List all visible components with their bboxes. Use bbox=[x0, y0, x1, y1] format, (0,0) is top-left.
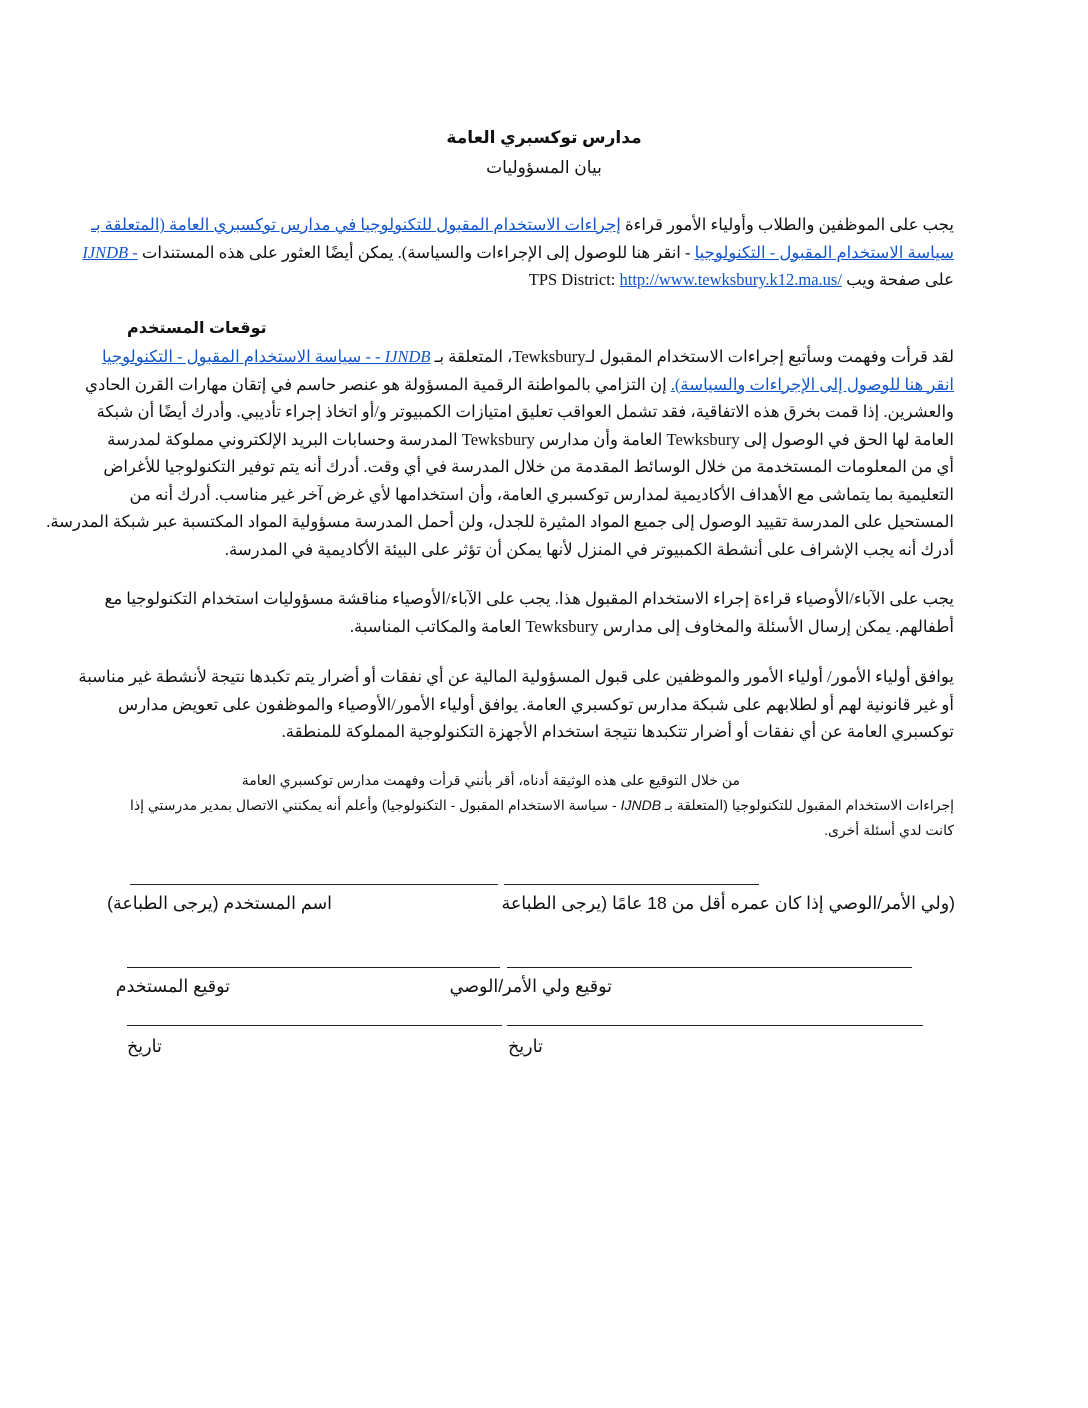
guardian-name-line[interactable] bbox=[504, 884, 759, 885]
user-date-label: تاريخ bbox=[127, 1036, 162, 1056]
acknowledgment-paragraph bbox=[127, 768, 954, 843]
expectations-line: التعليمية بما يتماشى مع الأهداف الأكاديمية لمدارس توكسبري العامة، وأن استخدامها لأي غرض آخر غير مناسب. أدرك أنه من bbox=[129, 484, 954, 504]
expectations-line: انقر هنا للوصول إلى الإجراءات والسياسة). إن التزامي بالمواطنة الرقمية المسؤولة هو عنصر حاسم في إتقان مهارات القرن الحادي bbox=[85, 374, 954, 394]
user-signature-line[interactable] bbox=[127, 967, 500, 968]
expectations-line: المستحيل على المدرسة تقييد الوصول إلى جميع المواد المثيرة للجدل، ولن أحمل المدرسة مسؤولية المواد المكتسبة عبر شبكة المدرسة. bbox=[46, 512, 954, 531]
user-expectations-paragraph bbox=[46, 343, 954, 563]
liability-paragraph bbox=[78, 663, 954, 746]
ijndb-code-link[interactable]: IJNDB bbox=[384, 347, 431, 366]
liability-line: أو غير قانونية لهم أو لطلابهم على شبكة مدارس توكسبري العامة. يوافق أولياء الأمور/الأوصياء والموظفون على تعويض مدارس bbox=[118, 694, 954, 714]
intro-paragraph bbox=[82, 211, 954, 294]
liability-line: يوافق أولياء الأمور/ أولياء الأمور والموظفين على قبول المسؤولية المالية عن أي نفقات أو أضرار يتم تكبدها نتيجة لأنشطة غير مناسبة bbox=[78, 667, 954, 686]
guardian-name-label: (ولي الأمر/الوصي إذا كان عمره أقل من 18 عامًا (يرجى الطباعة bbox=[501, 893, 955, 913]
expectations-line: لقد قرأت وفهمت وسأتبع إجراءات الاستخدام المقبول لـTewksbury، المتعلقة بـ IJNDB - - سياسة الاستخدام المقبول - التكنولوجيا bbox=[101, 347, 954, 366]
user-date-line[interactable] bbox=[127, 1025, 502, 1026]
user-expectations-heading: توقعات المستخدم bbox=[127, 320, 267, 337]
acknowledgment-line: إجراءات الاستخدام المقبول للتكنولوجيا (المتعلقة بـ IJNDB - سياسة الاستخدام المقبول - التكنولوجيا) وأعلم أنه يمكنني الاتصال بمدير مدرستي إذا bbox=[129, 797, 954, 813]
aup-policy-link-2[interactable]: - - سياسة الاستخدام المقبول - التكنولوجيا bbox=[101, 347, 385, 366]
intro-line-3: على صفحة ويب TPS District: http://www.tewksbury.k12.ma.us/ bbox=[528, 270, 954, 289]
parents-line: أطفالهم. يمكن إرسال الأسئلة والمخاوف إلى مدارس Tewksbury العامة والمكاتب المناسبة. bbox=[349, 616, 954, 636]
district-website-link[interactable]: http://www.tewksbury.k12.ma.us/ bbox=[619, 270, 842, 289]
aup-policy-link[interactable]: سياسة الاستخدام المقبول - التكنولوجيا bbox=[694, 242, 954, 262]
document-subtitle: بيان المسؤوليات bbox=[486, 158, 602, 177]
expectations-line: العامة لها الحق في الوصول إلى Tewksbury العامة وأن مدارس Tewksbury المدرسة وحسابات البريد الإلكتروني مملوكة لمدرسة bbox=[107, 429, 954, 449]
guardian-signature-label: توقيع ولي الأمر/الوصي bbox=[449, 976, 612, 996]
aup-procedures-link[interactable]: إجراءات الاستخدام المقبول للتكنولوجيا في مدارس توكسبري العامة (المتعلقة بـ bbox=[91, 215, 621, 234]
intro-line-1: يجب على الموظفين والطلاب وأولياء الأمور قراءة إجراءات الاستخدام المقبول للتكنولوجيا في مدارس توكسبري العامة (المتعلقة بـ bbox=[91, 215, 954, 234]
liability-line: توكسبري العامة عن أي نفقات أو أضرار تتكبدها نتيجة استخدام الأجهزة التكنولوجية المملوكة للمنطقة. bbox=[281, 722, 954, 741]
guardian-date-label: تاريخ bbox=[508, 1036, 543, 1056]
click-here-link[interactable]: انقر هنا للوصول إلى الإجراءات والسياسة). bbox=[670, 374, 954, 394]
user-name-line[interactable] bbox=[130, 884, 498, 885]
guardian-signature-line[interactable] bbox=[507, 967, 912, 968]
document-title: مدارس توكسبري العامة bbox=[446, 128, 642, 147]
guardian-date-line[interactable] bbox=[507, 1025, 923, 1026]
acknowledgment-line: من خلال التوقيع على هذه الوثيقة أدناه، أقر بأنني قرأت وفهمت مدارس توكسبري العامة bbox=[241, 772, 740, 788]
intro-line-2: سياسة الاستخدام المقبول - التكنولوجيا - انقر هنا للوصول إلى الإجراءات والسياسة). يمكن أيضًا العثور على هذه المستندات IJNDB - bbox=[82, 242, 954, 262]
ijndb-link[interactable]: IJNDB - bbox=[82, 242, 138, 262]
user-name-label: اسم المستخدم (يرجى الطباعة) bbox=[107, 893, 332, 913]
expectations-line: أي من المعلومات المستخدمة من خلال الوسائط المقدمة من خلال المدرسة في أي وقت. أدرك أنه يتم توفير التكنولوجيا للأغراض bbox=[103, 457, 954, 476]
user-signature-label: توقيع المستخدم bbox=[115, 976, 230, 996]
expectations-line: والعشرين. إذا قمت بخرق هذه الاتفاقية، فقد تشمل العواقب تعليق امتيازات الكمبيوتر و/أو اتخاذ إجراء تأديبي. وأدرك أيضًا أن شبكة bbox=[96, 402, 954, 421]
expectations-line: أدرك أنه يجب الإشراف على أنشطة الكمبيوتر في المنزل لأنها يمكن أن تؤثر على البيئة الأكاديمية في المدرسة. bbox=[224, 539, 954, 559]
parents-paragraph bbox=[104, 585, 954, 640]
parents-line: يجب على الآباء/الأوصياء قراءة إجراء الاستخدام المقبول هذا. يجب على الآباء/الأوصياء مناقشة مسؤوليات استخدام التكنولوجيا مع bbox=[104, 589, 954, 608]
acknowledgment-line: كانت لدي أسئلة أخرى. bbox=[824, 822, 954, 838]
